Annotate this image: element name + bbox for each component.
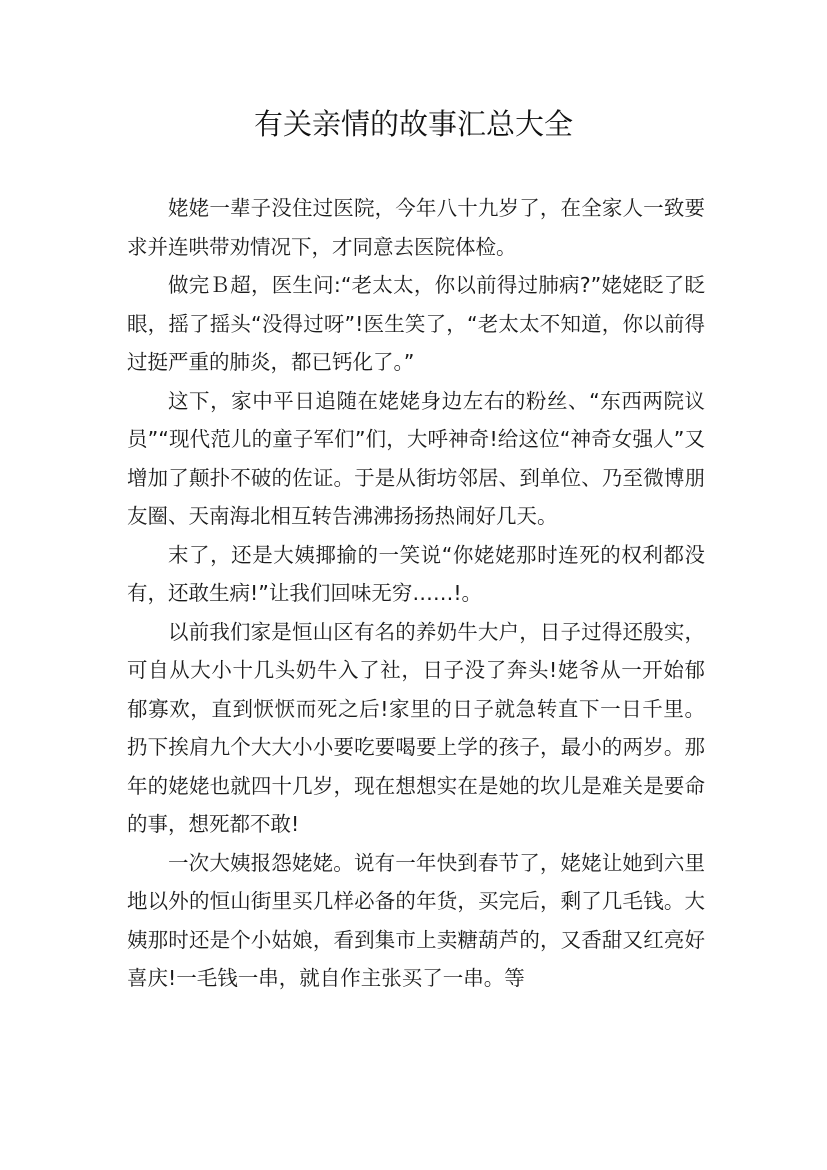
paragraph: 做完Ｂ超，医生问:“老太太，你以前得过肺病?”姥姥眨了眨眼，摇了摇头“没得过呀”!医生笑了，“老太太不知道，你以前得过挺严重的肺炎，都已钙化了。”: [127, 273, 705, 374]
paragraph: 以前我们家是恒山区有名的养奶牛大户，日子过得还殷实，可自从大小十几头奶牛入了社，日子没了奔头!姥爷从一开始郁郁寡欢，直到恹恹而死之后!家里的日子就急转直下一日千里。扔下挨肩九个大大小小要吃要喝要上学的孩子，最小的两岁。那年的姥姥也就四十几岁，现在想想实在是她的坎儿是难关是要命的事，想死都不敢!: [127, 619, 705, 836]
paragraph: 末了，还是大姨揶揄的一笑说“你姥姥那时连死的权利都没有，还敢生病!”让我们回味无穷……!。: [127, 542, 705, 605]
document-title: 有关亲情的故事汇总大全: [253, 107, 573, 141]
document-body: [127, 189, 705, 998]
paragraph: 一次大姨报怨姥姥。说有一年快到春节了，姥姥让她到六里地以外的恒山街里买几样必备的年货，买完后，剩了几毛钱。大姨那时还是个小姑娘，看到集市上卖糖葫芦的，又香甜又红亮好喜庆!一毛钱一串，就自作主张买了一串。等: [127, 850, 705, 990]
paragraph: 姥姥一辈子没住过医院，今年八十九岁了，在全家人一致要求并连哄带劝情况下，才同意去医院体检。: [127, 196, 705, 259]
paragraph: 这下，家中平日追随在姥姥身边左右的粉丝、“东西两院议员”“现代范儿的童子军们”们，大呼神奇!给这位“神奇女强人”又增加了颠扑不破的佐证。于是从街坊邻居、到单位、乃至微博朋友圈、天南海北相互转告沸沸扬扬热闹好几天。: [127, 388, 705, 528]
